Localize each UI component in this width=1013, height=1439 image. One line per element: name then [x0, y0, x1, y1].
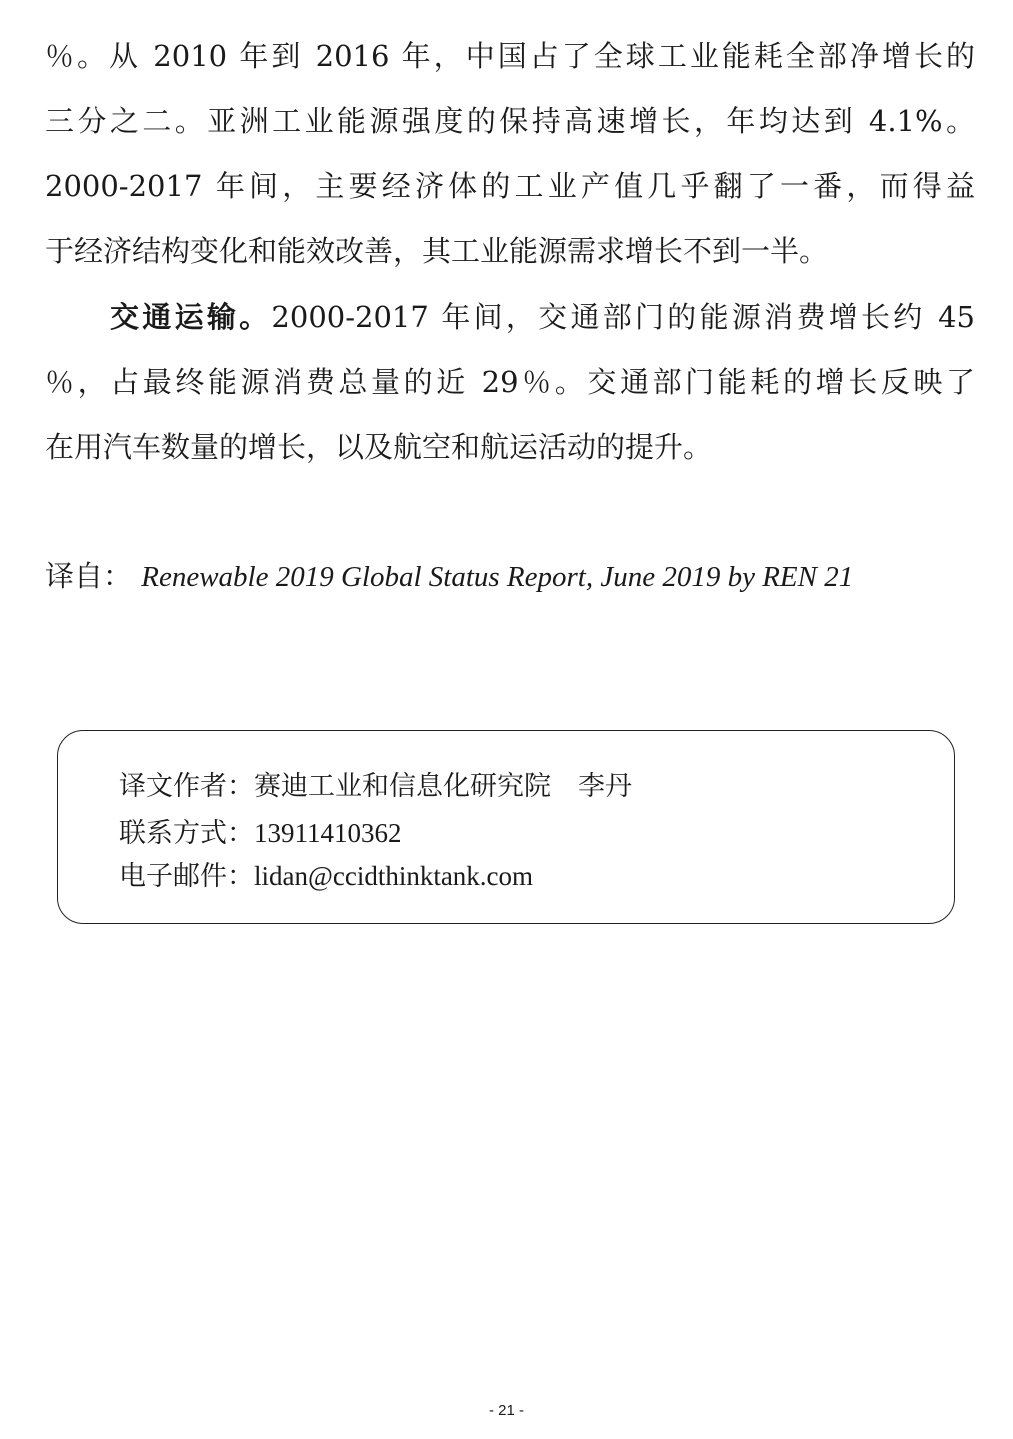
industry-line-1: ％。从 2010 年到 2016 年，中国占了全球工业能耗全部净增长的: [45, 39, 975, 73]
industry-line-2: 三分之二。亚洲工业能源强度的保持高速增长，年均达到 4.1%。: [45, 104, 975, 138]
source-reference: Renewable 2019 Global Status Report, June 2019 by REN 21: [141, 561, 854, 593]
contact-box: [57, 730, 955, 924]
email-label: 电子邮件：: [119, 861, 254, 892]
author-value: 赛迪工业和信息化研究院 李丹: [254, 771, 632, 802]
transport-heading: 交通运输。: [110, 300, 272, 334]
email-row: [119, 858, 533, 895]
source-label: 译自：: [45, 559, 133, 593]
phone-value: 13911410362: [254, 818, 402, 848]
author-label: 译文作者：: [119, 771, 254, 802]
phone-label: 联系方式：: [119, 818, 254, 849]
phone-row: [119, 815, 402, 852]
email-value[interactable]: lidan@ccidthinktank.com: [254, 861, 534, 891]
transport-line-1: [110, 297, 975, 337]
transport-line-3: 在用汽车数量的增长，以及航空和航运活动的提升。: [45, 430, 713, 464]
author-row: [119, 769, 632, 805]
source-citation: [45, 556, 853, 597]
page-number: - 21 -: [488, 1402, 524, 1419]
transport-line-2: ％，占最终能源消费总量的近 29％。交通部门能耗的增长反映了: [45, 365, 975, 399]
industry-line-3: 2000-2017 年间，主要经济体的工业产值几乎翻了一番，而得益: [45, 169, 975, 203]
transport-line-1-text: 2000-2017 年间，交通部门的能源消费增长约 45: [271, 300, 975, 334]
industry-line-4: 于经济结构变化和能效改善，其工业能源需求增长不到一半。: [45, 234, 829, 268]
